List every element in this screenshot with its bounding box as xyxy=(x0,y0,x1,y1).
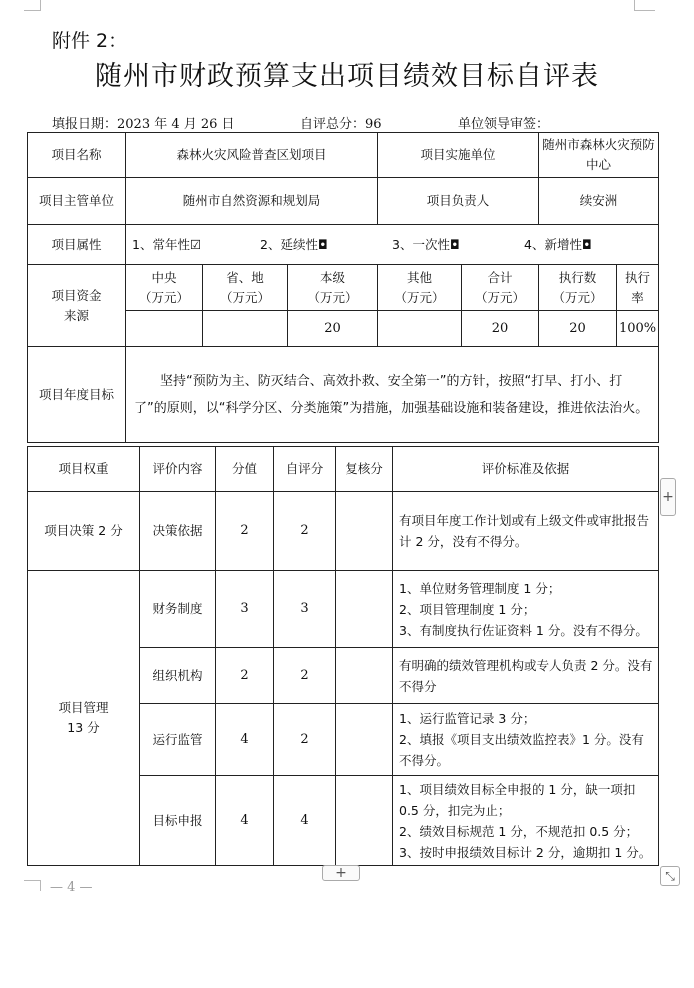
funds-header-top: 合计 xyxy=(487,269,513,285)
management-weight-line: 13 分 xyxy=(67,720,100,735)
add-row-button[interactable] xyxy=(322,865,360,881)
funds-header xyxy=(617,265,659,311)
funds-header xyxy=(126,265,203,311)
funds-value: 20 xyxy=(539,311,617,347)
eval-score: 3 xyxy=(216,571,274,648)
eval-review-score xyxy=(336,571,393,648)
attr-option: 4、新增性◘ xyxy=(524,236,592,252)
crop-mark xyxy=(24,880,41,891)
funds-header-top: 执行数 xyxy=(558,269,597,285)
eval-header: 复核分 xyxy=(336,447,393,492)
attr-option: 3、一次性◘ xyxy=(392,236,460,252)
criteria-line: 2、绩效目标规范 1 分，不规范扣 0.5 分； xyxy=(399,823,639,839)
eval-score: 4 xyxy=(216,704,274,776)
funds-value xyxy=(126,311,203,347)
management-weight xyxy=(28,571,140,866)
funds-header-unit: （万元） xyxy=(307,289,358,305)
attachment-label: 附件 2： xyxy=(52,30,128,52)
criteria-line: 1、单位财务管理制度 1 分； xyxy=(399,580,561,596)
funds-label-line: 来源 xyxy=(63,307,89,323)
owner-label: 项目负责人 xyxy=(378,178,539,225)
plus-icon: + xyxy=(662,489,674,505)
funds-header-top: 省、地 xyxy=(226,269,264,285)
impl-unit-label: 项目实施单位 xyxy=(378,133,539,178)
criteria-line: 3、按时申报绩效目标计 2 分，逾期扣 1 分。 xyxy=(399,844,652,860)
funds-header-unit: （万元） xyxy=(475,289,526,305)
eval-self-score: 2 xyxy=(274,704,336,776)
funds-header-unit: （万元） xyxy=(552,289,603,305)
funds-header-unit: （万元） xyxy=(138,289,189,305)
funds-header-unit: （万元） xyxy=(219,289,270,305)
funds-value: 20 xyxy=(462,311,539,347)
attr-options xyxy=(126,225,659,265)
funds-header xyxy=(378,265,462,311)
funds-header-unit: （万元） xyxy=(394,289,445,305)
funds-header-top: 执行 xyxy=(625,269,651,285)
table-resize-handle[interactable] xyxy=(660,866,680,886)
project-name: 森林火灾风险普查区划项目 xyxy=(126,133,378,178)
eval-self-score: 2 xyxy=(274,648,336,704)
self-score-total: 自评总分：96 xyxy=(300,117,382,132)
funds-header-unit: 率 xyxy=(631,289,644,305)
eval-review-score xyxy=(336,492,393,571)
supervisor-label: 项目主管单位 xyxy=(28,178,126,225)
decision-weight: 项目决策 2 分 xyxy=(28,492,140,571)
criteria-line: 2、项目管理制度 1 分； xyxy=(399,601,536,617)
criteria-line: 1、项目绩效目标全申报的 1 分，缺一项扣 0.5 分，扣完为止； xyxy=(399,781,636,818)
funds-header xyxy=(288,265,378,311)
funds-header xyxy=(539,265,617,311)
eval-header: 分值 xyxy=(216,447,274,492)
funds-header xyxy=(462,265,539,311)
eval-content: 财务制度 xyxy=(140,571,216,648)
goal-text: 坚持“预防为主、防灭结合、高效扑救、安全第一”的方针，按照“打早、打小、打了”的原则，以“科学分区、分类施策”为措施，加强基础设施和装备建设，推进依法治火。 xyxy=(126,347,659,443)
management-weight-line: 项目管理 xyxy=(58,700,109,715)
funds-header-top: 中央 xyxy=(151,269,177,285)
eval-criteria xyxy=(393,571,659,648)
eval-header: 评价内容 xyxy=(140,447,216,492)
eval-criteria xyxy=(393,704,659,776)
criteria-line: 有项目年度工作计划或有上级文件或审批报告计 2 分，没有不得分。 xyxy=(399,513,650,549)
attr-label: 项目属性 xyxy=(28,225,126,265)
page-title: 随州市财政预算支出项目绩效目标自评表 xyxy=(95,61,599,92)
add-column-button[interactable] xyxy=(660,478,676,516)
funds-label xyxy=(28,265,126,347)
leader-signature: 单位领导审签： xyxy=(458,117,550,132)
eval-score: 2 xyxy=(216,492,274,571)
eval-self-score: 2 xyxy=(274,492,336,571)
impl-unit: 随州市森林火灾预防中心 xyxy=(539,133,659,178)
eval-content: 运行监管 xyxy=(140,704,216,776)
attr-option: 1、常年性☑ xyxy=(132,236,202,252)
eval-criteria xyxy=(393,648,659,704)
funds-header xyxy=(203,265,288,311)
eval-review-score xyxy=(336,704,393,776)
project-name-label: 项目名称 xyxy=(28,133,126,178)
funds-value xyxy=(203,311,288,347)
eval-self-score: 3 xyxy=(274,571,336,648)
eval-content: 决策依据 xyxy=(140,492,216,571)
eval-review-score xyxy=(336,776,393,866)
supervisor: 随州市自然资源和规划局 xyxy=(126,178,378,225)
eval-criteria xyxy=(393,492,659,571)
crop-mark xyxy=(24,0,41,11)
eval-header: 自评分 xyxy=(274,447,336,492)
evaluation-table xyxy=(27,446,659,866)
expand-icon: ⤡ xyxy=(665,869,675,883)
project-info-table xyxy=(27,132,659,443)
eval-score: 2 xyxy=(216,648,274,704)
attr-option: 2、延续性◘ xyxy=(260,236,328,252)
criteria-line: 2、填报《项目支出绩效监控表》1 分。没有不得分。 xyxy=(399,732,644,768)
eval-content: 组织机构 xyxy=(140,648,216,704)
eval-header: 项目权重 xyxy=(28,447,140,492)
goal-label: 项目年度目标 xyxy=(28,347,126,443)
eval-review-score xyxy=(336,648,393,704)
fill-date: 填报日期：2023 年 4 月 26 日 xyxy=(52,117,235,132)
owner: 续安洲 xyxy=(539,178,659,225)
eval-header: 评价标准及依据 xyxy=(393,447,659,492)
page-number: — 4 — xyxy=(50,880,93,895)
eval-self-score: 4 xyxy=(274,776,336,866)
funds-value: 20 xyxy=(288,311,378,347)
crop-mark xyxy=(634,0,655,11)
funds-header-top: 其他 xyxy=(407,269,433,285)
criteria-line: 有明确的绩效管理机构或专人负责 2 分。没有不得分 xyxy=(399,657,653,694)
eval-criteria xyxy=(393,776,659,866)
criteria-line: 1、运行监管记录 3 分； xyxy=(399,711,536,726)
eval-content: 目标申报 xyxy=(140,776,216,866)
criteria-line: 3、有制度执行佐证资料 1 分。没有不得分。 xyxy=(399,622,648,638)
eval-score: 4 xyxy=(216,776,274,866)
plus-icon: + xyxy=(335,865,347,881)
funds-header-top: 本级 xyxy=(320,269,346,285)
funds-value: 100% xyxy=(617,311,659,347)
funds-label-line: 项目资金 xyxy=(51,287,102,303)
funds-value xyxy=(378,311,462,347)
